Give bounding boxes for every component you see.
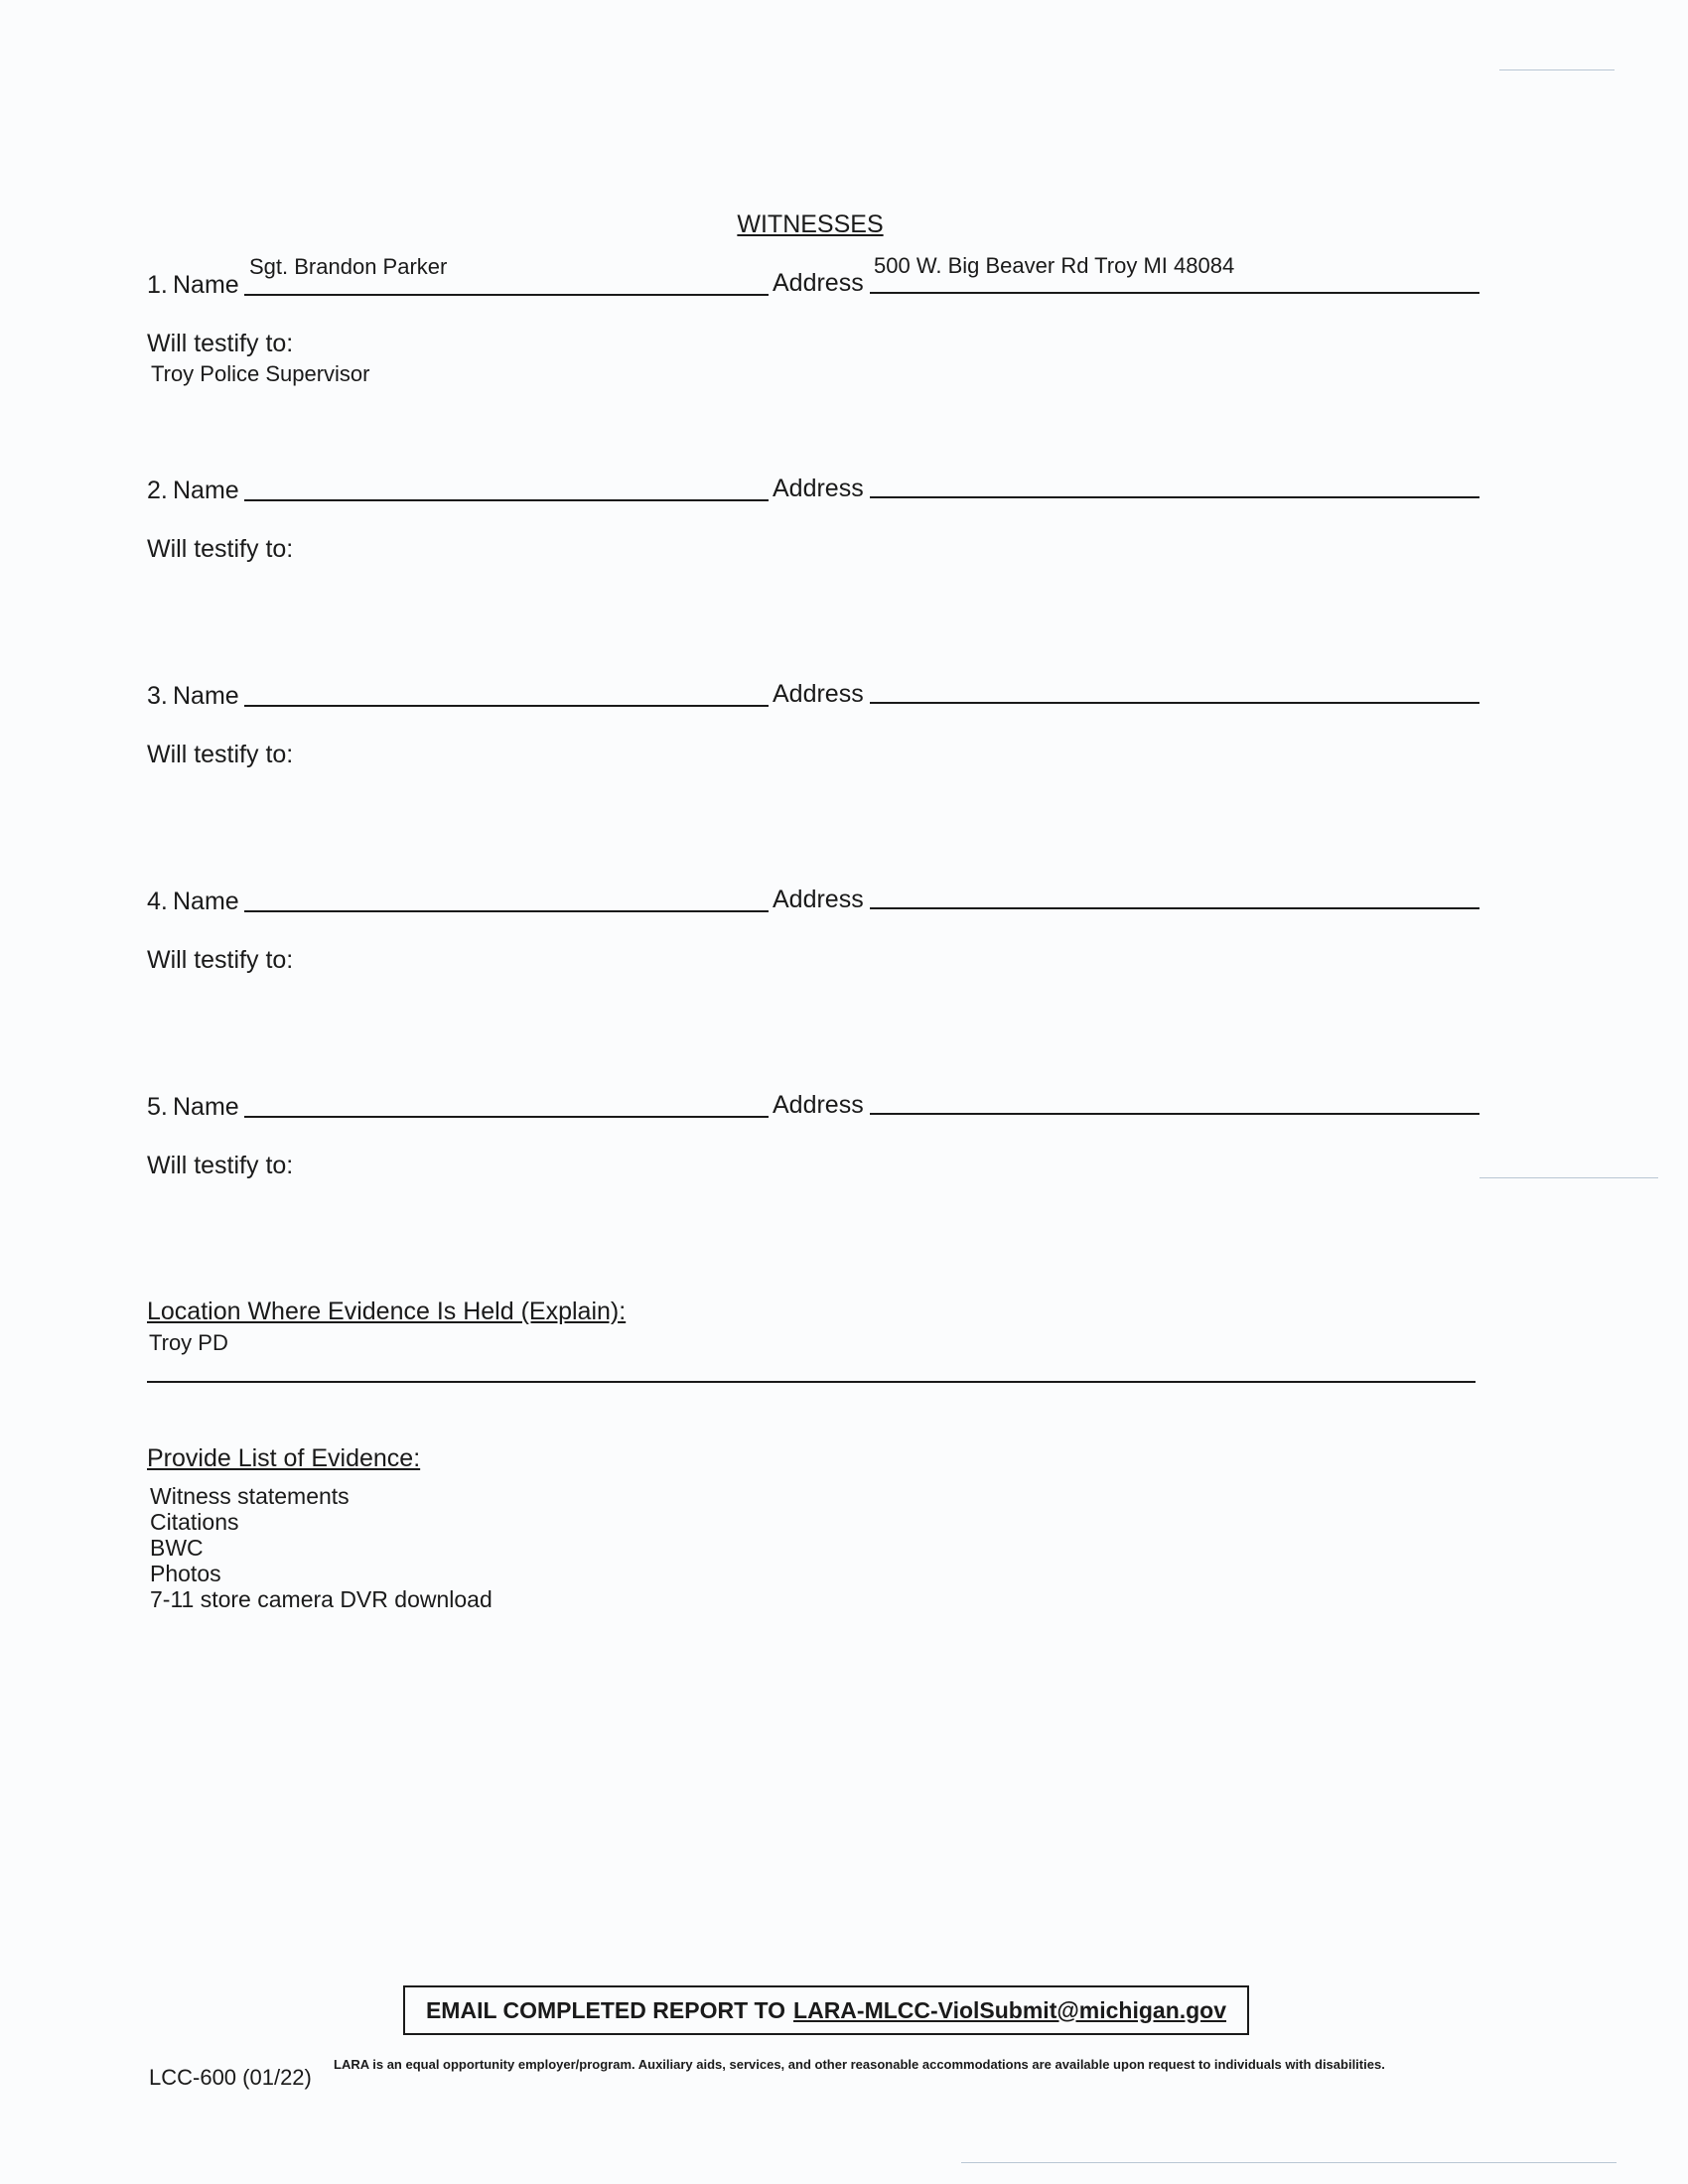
evidence-location-value[interactable]: Troy PD (149, 1330, 228, 1355)
witness-5-number: 5. (147, 1093, 168, 1121)
email-instruction-box (403, 1985, 1249, 2035)
witness-3-number: 3. (147, 682, 168, 710)
page-title: WITNESSES (737, 210, 884, 238)
witness-2-testify-label: Will testify to: (147, 535, 294, 563)
witness-3-name-label: Name (173, 682, 239, 710)
witness-4-testify-label: Will testify to: (147, 946, 294, 974)
witness-2-address-label: Address (773, 475, 864, 502)
witness-1-name-label: Name (173, 271, 239, 299)
witness-1-testimony-value[interactable]: Troy Police Supervisor (151, 361, 370, 386)
witness-5-testify-label: Will testify to: (147, 1152, 294, 1179)
evidence-location-line (147, 1381, 1476, 1383)
witness-2-name-label: Name (173, 477, 239, 504)
equal-opportunity-note: LARA is an equal opportunity employer/program. Auxiliary aids, services, and other reasonable accommodations are available upon request to individuals with disabilities. (334, 2057, 1385, 2072)
witness-5-address-line (870, 1113, 1479, 1115)
witness-2-number: 2. (147, 477, 168, 504)
witness-4-address-label: Address (773, 886, 864, 913)
witness-5-name-line (244, 1116, 769, 1118)
witness-1-address-label: Address (773, 269, 864, 297)
evidence-list (150, 1483, 492, 1612)
evidence-item: Photos (150, 1561, 221, 1586)
witness-3-name-line (244, 705, 769, 707)
witness-1-number: 1. (147, 271, 168, 299)
email-instruction-text: EMAIL COMPLETED REPORT TO (425, 1996, 786, 2023)
witness-3-address-label: Address (773, 680, 864, 708)
witness-2-address-line (870, 496, 1479, 498)
witness-1-name-line (244, 294, 769, 296)
witness-4-name-line (244, 910, 769, 912)
witness-5-address-label: Address (773, 1091, 864, 1119)
witness-2-name-line (244, 499, 769, 501)
email-address-link[interactable]: LARA-MLCC-ViolSubmit@michigan.gov (793, 1996, 1227, 2023)
witness-5-name-label: Name (173, 1093, 239, 1121)
witness-4-number: 4. (147, 887, 168, 915)
witness-4-name-label: Name (173, 887, 239, 915)
evidence-item: BWC (150, 1535, 204, 1561)
witness-3-testify-label: Will testify to: (147, 741, 294, 768)
evidence-item: Witness statements (150, 1483, 350, 1509)
witness-3-address-line (870, 702, 1479, 704)
evidence-item: 7-11 store camera DVR download (150, 1586, 492, 1612)
scan-edge-bottom (961, 2162, 1617, 2163)
witness-1-address-line (870, 292, 1479, 294)
witness-1-name-value[interactable]: Sgt. Brandon Parker (249, 254, 448, 279)
scan-edge-mid (1479, 1177, 1658, 1178)
evidence-location-heading: Location Where Evidence Is Held (Explain): (147, 1297, 627, 1325)
witness-1-address-value[interactable]: 500 W. Big Beaver Rd Troy MI 48084 (874, 253, 1235, 278)
witness-4-address-line (870, 907, 1479, 909)
witness-1-testify-label: Will testify to: (147, 330, 294, 357)
evidence-item: Citations (150, 1509, 239, 1535)
evidence-list-heading: Provide List of Evidence: (147, 1444, 421, 1472)
scan-edge-top (1499, 69, 1615, 70)
form-code: LCC-600 (01/22) (149, 2065, 312, 2090)
